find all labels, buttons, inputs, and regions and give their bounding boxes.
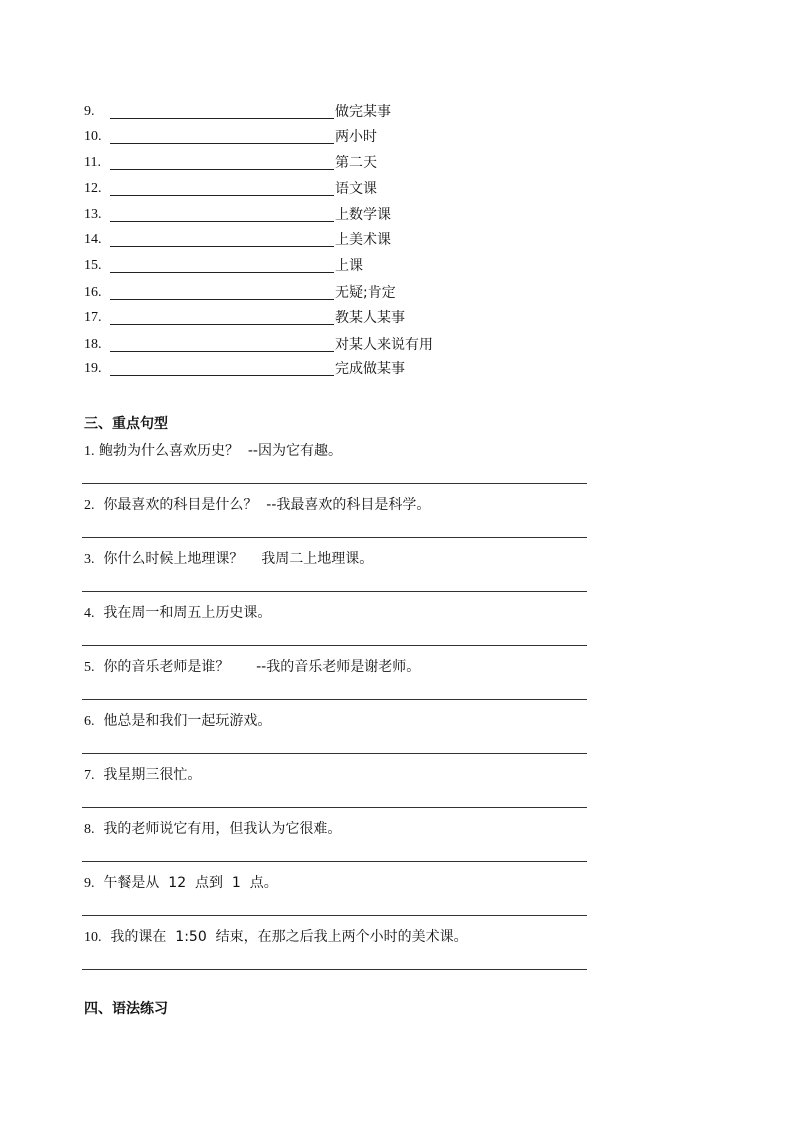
phrase-blank[interactable] [110,351,334,352]
answer-line[interactable] [82,699,587,700]
sentence-number: 7. [84,768,95,783]
answer-line[interactable] [82,483,587,484]
phrase-text: 教某人某事 [335,310,405,326]
phrase-text: 上课 [335,258,363,274]
sentence-number: 10. [84,930,102,945]
sentence-prompt [84,657,420,678]
phrase-number: 12. [84,181,102,196]
phrase-text: 无疑;肯定 [335,285,396,301]
sentence-prompt [84,765,201,786]
phrase-number: 9. [84,104,95,119]
sentence-prompt [84,711,271,732]
answer-line[interactable] [82,915,587,916]
sentence-text: 我的课在 1:50 结束，在那之后我上两个小时的美术课。 [101,929,468,945]
phrase-blank[interactable] [110,324,334,325]
answer-line[interactable] [82,753,587,754]
sentence-prompt [84,927,468,948]
sentence-text: 午餐是从 12 点到 1 点。 [94,875,278,891]
phrase-number: 10. [84,129,102,144]
sentence-number: 5. [84,660,95,675]
sentence-number: 2. [84,498,95,513]
phrase-blank[interactable] [110,143,334,144]
phrase-blank[interactable] [110,195,334,196]
phrase-number: 19. [84,361,102,376]
sentence-text: 鲍勃为什么喜欢历史？ --因为它有趣。 [94,443,342,459]
sentence-number: 6. [84,714,95,729]
phrase-number: 11. [84,155,101,170]
phrase-blank[interactable] [110,221,334,222]
phrase-blank[interactable] [110,375,334,376]
sentence-prompt [84,603,271,624]
sentence-number: 4. [84,606,95,621]
phrase-text: 两小时 [335,129,377,145]
phrase-number: 18. [84,337,102,352]
phrase-blank[interactable] [110,246,334,247]
sentence-prompt [84,495,430,516]
phrase-number: 17. [84,310,102,325]
phrase-blank[interactable] [110,118,334,119]
phrase-text: 上数学课 [335,207,391,223]
answer-line[interactable] [82,591,587,592]
sentence-prompt [84,819,341,840]
phrase-blank[interactable] [110,272,334,273]
phrase-text: 语文课 [335,181,377,197]
answer-line[interactable] [82,537,587,538]
phrase-blank[interactable] [110,169,334,170]
sentence-number: 3. [84,552,95,567]
sentence-text: 你的音乐老师是谁？ --我的音乐老师是谢老师。 [94,659,421,675]
phrase-text: 完成做某事 [335,361,405,377]
phrase-number: 16. [84,285,102,300]
section-heading: 四、语法练习 [84,1001,168,1017]
sentence-prompt [84,549,373,570]
sentence-text: 我星期三很忙。 [94,767,202,783]
sentence-number: 9. [84,876,95,891]
phrase-blank[interactable] [110,299,334,300]
phrase-text: 做完某事 [335,104,391,120]
phrase-text: 对某人来说有用 [335,337,433,353]
sentence-text: 他总是和我们一起玩游戏。 [94,713,272,729]
phrase-number: 15. [84,258,102,273]
answer-line[interactable] [82,807,587,808]
phrase-number: 14. [84,232,102,247]
sentence-prompt [84,873,278,894]
sentence-text: 你最喜欢的科目是什么？ --我最喜欢的科目是科学。 [94,497,431,513]
sentence-text: 我的老师说它有用，但我认为它很难。 [94,821,342,837]
phrase-text: 第二天 [335,155,377,171]
phrase-number: 13. [84,207,102,222]
sentence-text: 我在周一和周五上历史课。 [94,605,272,621]
answer-line[interactable] [82,969,587,970]
sentence-number: 8. [84,822,95,837]
section-heading: 三、重点句型 [84,416,168,432]
sentence-prompt [84,441,342,462]
sentence-number: 1. [84,444,95,459]
phrase-text: 上美术课 [335,232,391,248]
answer-line[interactable] [82,645,587,646]
sentence-text: 你什么时候上地理课？ 我周二上地理课。 [94,551,374,567]
answer-line[interactable] [82,861,587,862]
